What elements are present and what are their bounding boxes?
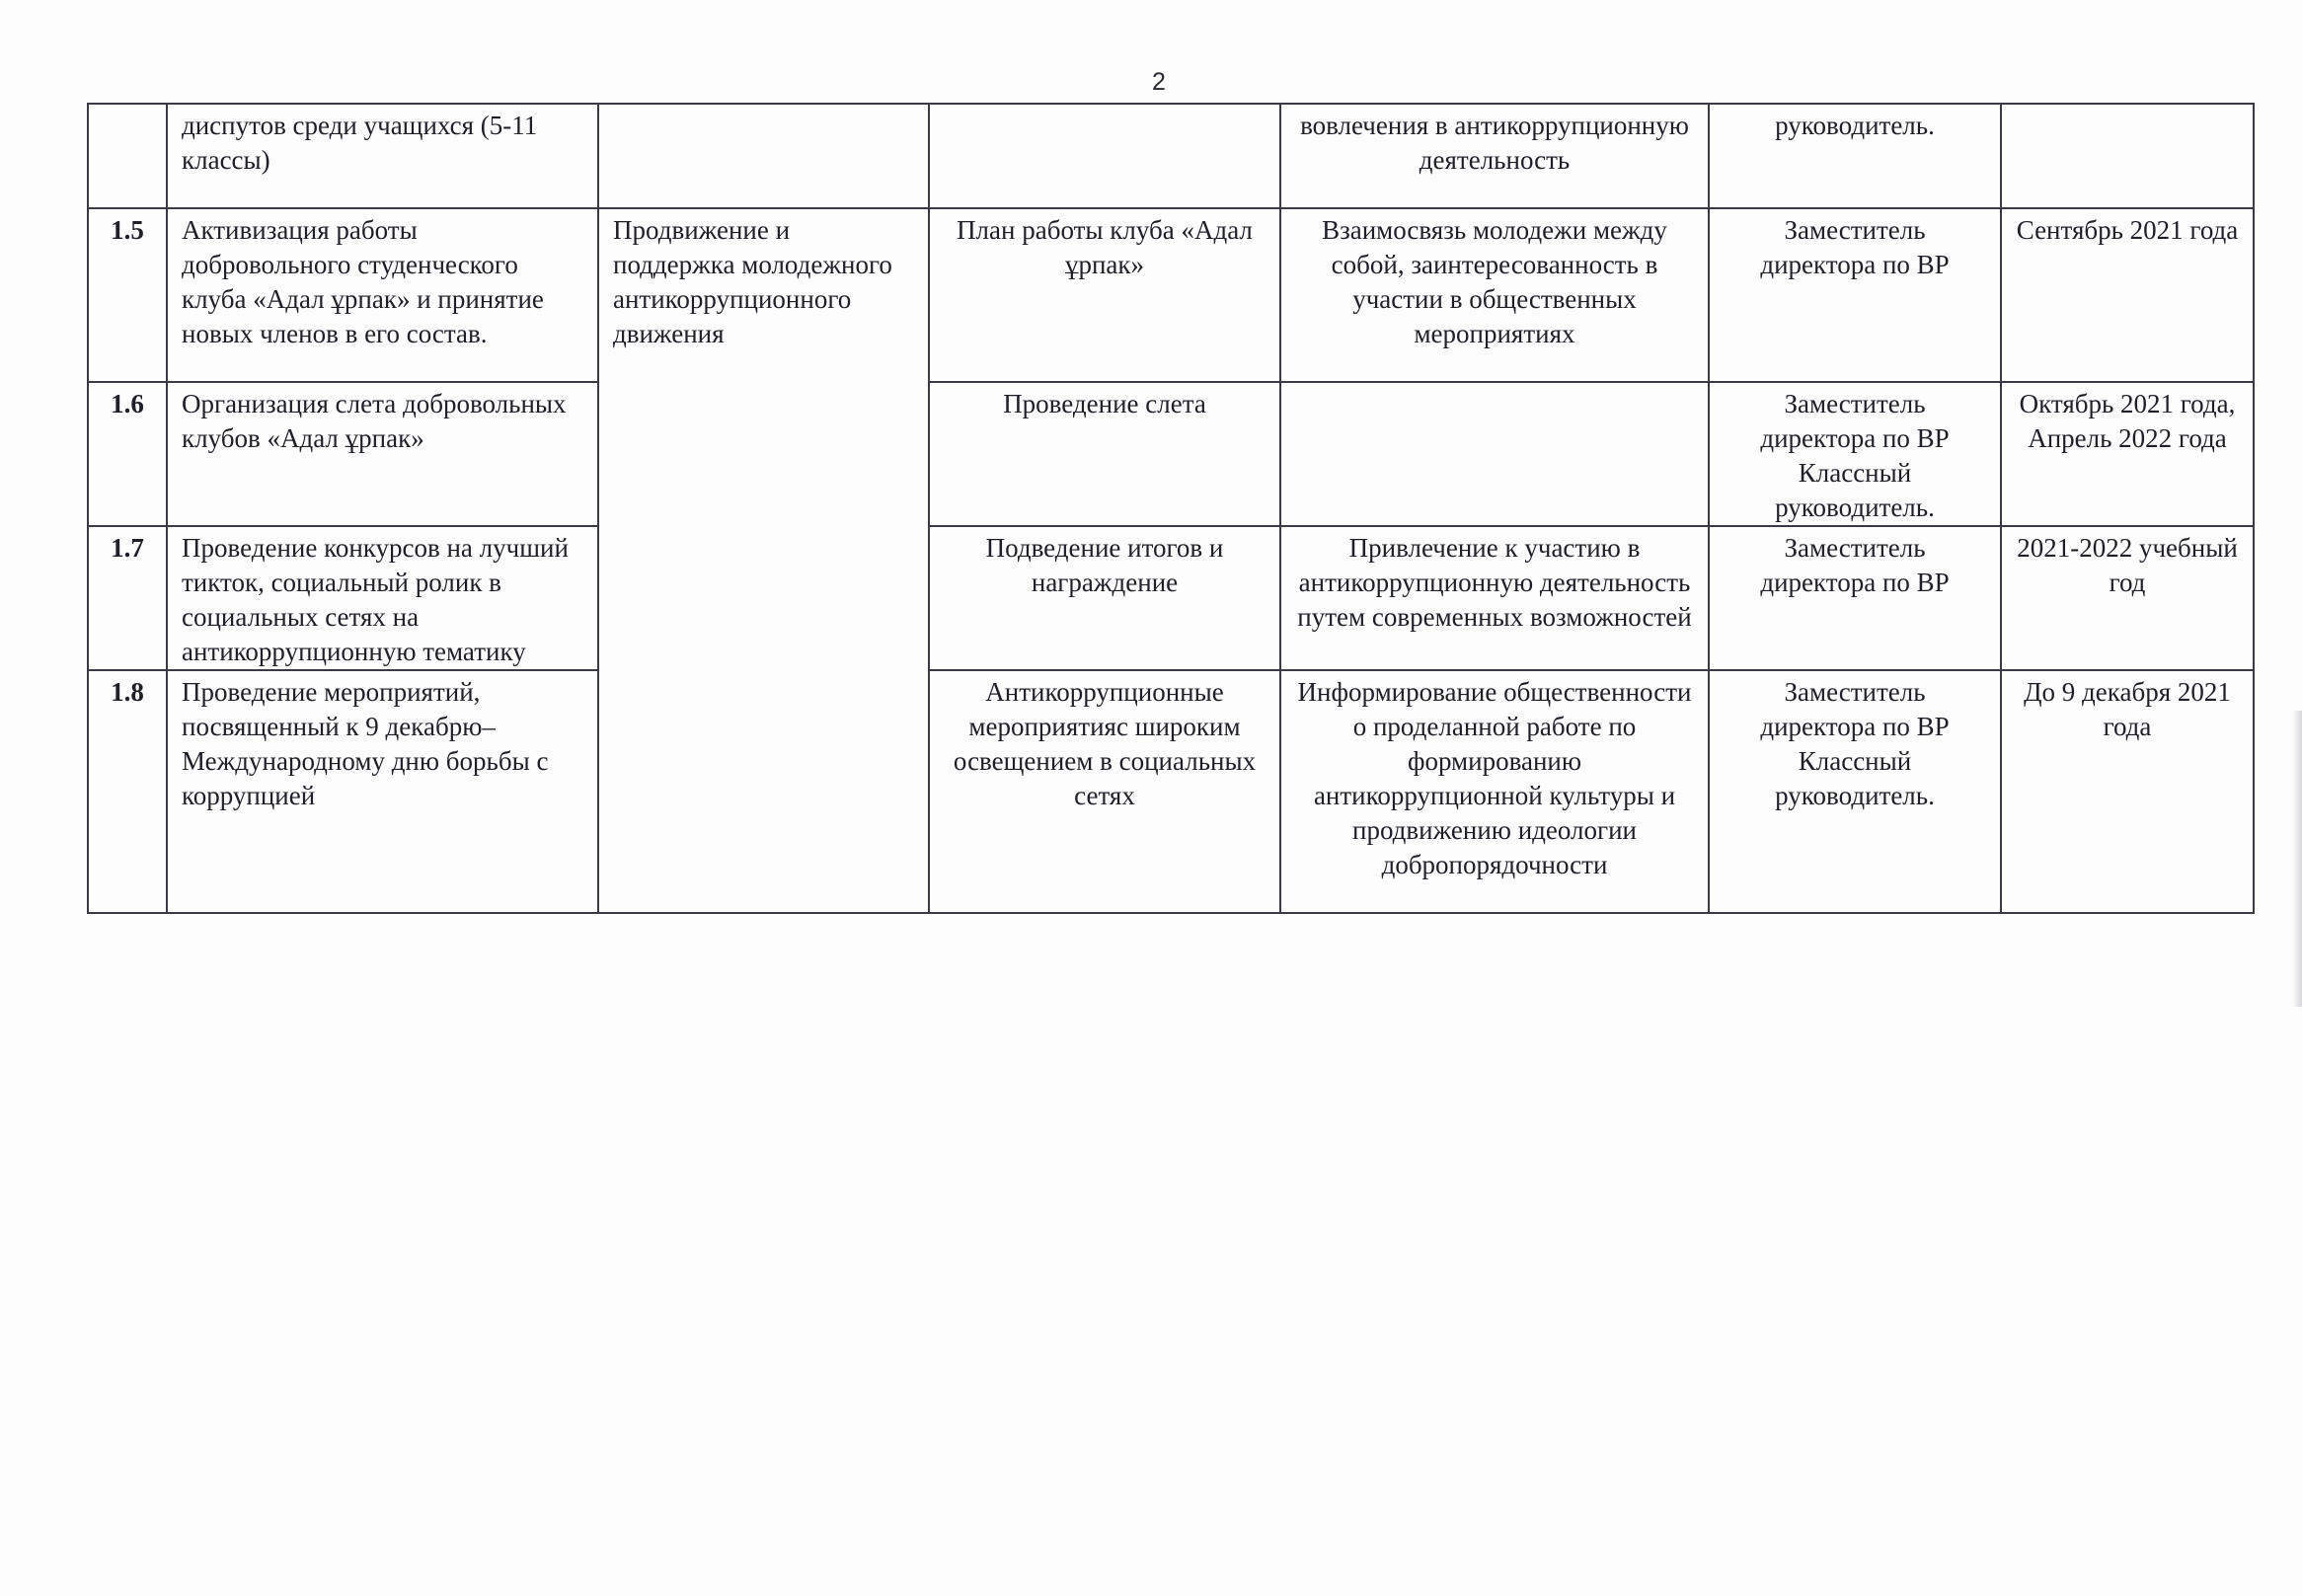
deadline-cell: До 9 декабря 2021 года (2001, 670, 2254, 913)
action-plan-table (87, 103, 2255, 914)
effect-cell: Взаимосвязь молодежи между собой, заинтересованность в участии в общественных мероприятиях (1280, 208, 1709, 382)
responsible-cell: Заместитель директора по ВР (1709, 208, 2001, 382)
responsible-cell: Заместитель директора по ВР Классный руководитель. (1709, 670, 2001, 913)
event-cell: Проведение конкурсов на лучший тикток, социальный ролик в социальных сетях на антикоррупционную тематику (167, 526, 598, 670)
event-cell: Организация слета добровольных клубов «Адал ұрпак» (167, 382, 598, 526)
result-cell: План работы клуба «Адал ұрпак» (929, 208, 1280, 382)
effect-cell: Информирование общественности о проделанной работе по формированию антикоррупционной культуры и продвижению идеологии добропорядочности (1280, 670, 1709, 913)
result-cell (929, 104, 1280, 208)
effect-cell: вовлечения в антикоррупционную деятельность (1280, 104, 1709, 208)
deadline-cell (2001, 104, 2254, 208)
table-row (88, 208, 2254, 382)
result-cell: Проведение слета (929, 382, 1280, 526)
table-row (88, 104, 2254, 208)
deadline-cell: Сентябрь 2021 года (2001, 208, 2254, 382)
row-number: 1.5 (88, 208, 167, 382)
effect-cell: Привлечение к участию в антикоррупционную деятельность путем современных возможностей (1280, 526, 1709, 670)
result-cell: Подведение итогов и награждение (929, 526, 1280, 670)
row-number: 1.7 (88, 526, 167, 670)
responsible-cell: Заместитель директора по ВР Классный руководитель. (1709, 382, 2001, 526)
direction-cell: Продвижение и поддержка молодежного антикоррупционного движения (598, 208, 929, 913)
deadline-cell: Октябрь 2021 года, Апрель 2022 года (2001, 382, 2254, 526)
table-row (88, 670, 2254, 913)
page-number: 2 (1152, 68, 1166, 96)
event-cell: Активизация работы добровольного студенческого клуба «Адал ұрпак» и принятие новых членов в его состав. (167, 208, 598, 382)
responsible-cell: Заместитель директора по ВР (1709, 526, 2001, 670)
row-number (88, 104, 167, 208)
responsible-cell: руководитель. (1709, 104, 2001, 208)
result-cell: Антикоррупционные мероприятияс широким освещением в социальных сетях (929, 670, 1280, 913)
row-number: 1.8 (88, 670, 167, 913)
direction-cell (598, 104, 929, 208)
table-row (88, 382, 2254, 526)
effect-cell (1280, 382, 1709, 526)
scan-edge-shadow (2292, 711, 2302, 1007)
event-cell: диспутов среди учащихся (5-11 классы) (167, 104, 598, 208)
deadline-cell: 2021-2022 учебный год (2001, 526, 2254, 670)
table-row (88, 526, 2254, 670)
row-number: 1.6 (88, 382, 167, 526)
event-cell: Проведение мероприятий, посвященный к 9 декабрю– Международному дню борьбы с коррупцией (167, 670, 598, 913)
